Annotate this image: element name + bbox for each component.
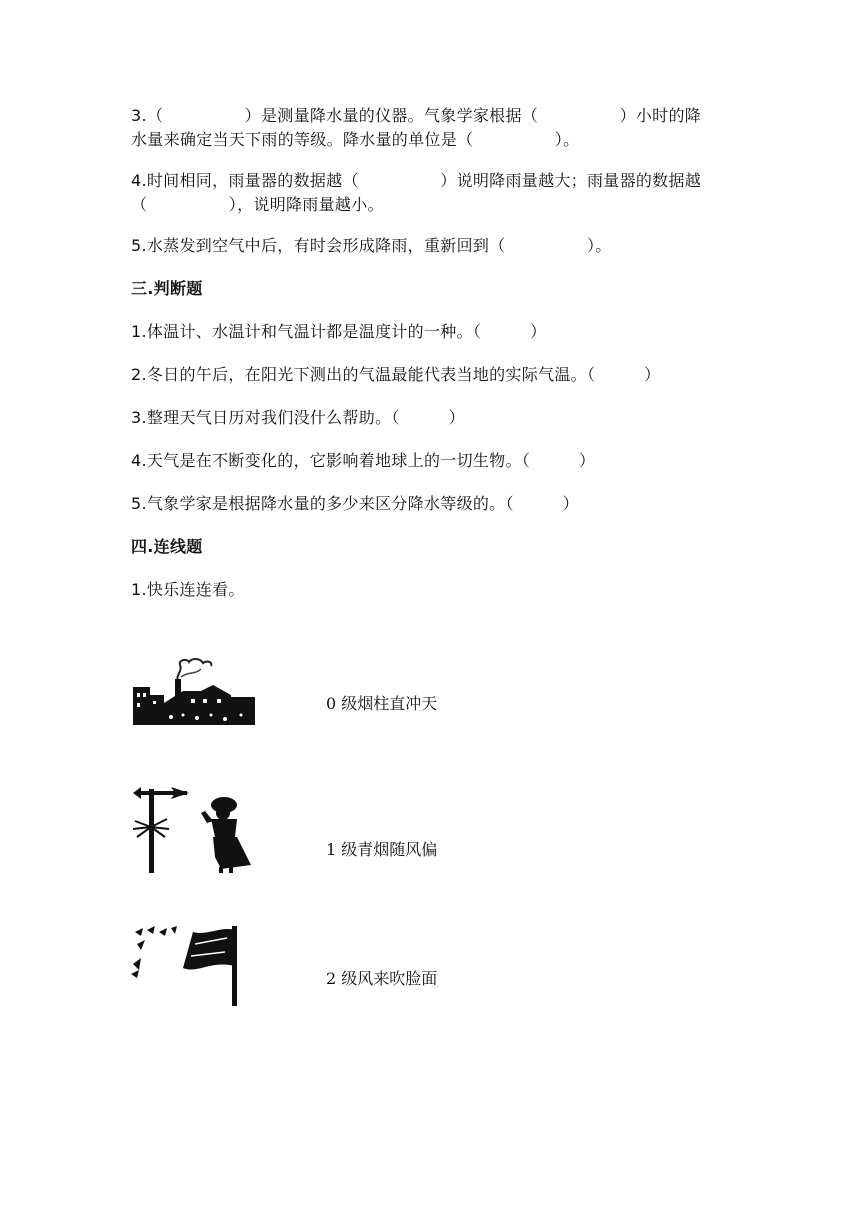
judge-item-5: 5.气象学家是根据降水量的多少来区分降水等级的。（ ） xyxy=(131,494,579,513)
wind-vane-person-picture xyxy=(131,783,257,875)
judge-item-2: 2.冬日的午后，在阳光下测出的气温最能代表当地的实际气温。（ ） xyxy=(131,365,661,384)
q4-line-1: 4.时间相同，雨量器的数据越（ ）说明降雨量越大；雨量器的数据越 xyxy=(131,171,702,190)
judge-item-1: 1.体温计、水温计和气温计都是温度计的一种。（ ） xyxy=(131,322,547,341)
section-heading-judge: 三.判断题 xyxy=(131,279,203,298)
judge-item-3: 3.整理天气日历对我们没什么帮助。（ ） xyxy=(131,408,465,427)
match-caption-2: 1 级青烟随风偏 xyxy=(326,840,438,859)
flag-wind-picture xyxy=(131,924,257,1008)
q5-line-1: 5.水蒸发到空气中后，有时会形成降雨，重新回到（ ）。 xyxy=(131,236,612,255)
q3-line-1: 3.（ ）是测量降水量的仪器。气象学家根据（ ）小时的降 xyxy=(131,106,702,125)
match-caption-3: 2 级风来吹脸面 xyxy=(326,969,438,988)
factory-smoke-picture xyxy=(131,655,257,727)
q3-line-2: 水量来确定当天下雨的等级。降水量的单位是（ ）。 xyxy=(131,130,580,149)
section-heading-matching: 四.连线题 xyxy=(131,537,203,556)
judge-item-4: 4.天气是在不断变化的，它影响着地球上的一切生物。（ ） xyxy=(131,451,596,470)
q4-line-2: （ ），说明降雨量越小。 xyxy=(131,195,384,214)
matching-prompt: 1.快乐连连看。 xyxy=(131,580,245,599)
match-caption-1: 0 级烟柱直冲天 xyxy=(326,694,438,713)
